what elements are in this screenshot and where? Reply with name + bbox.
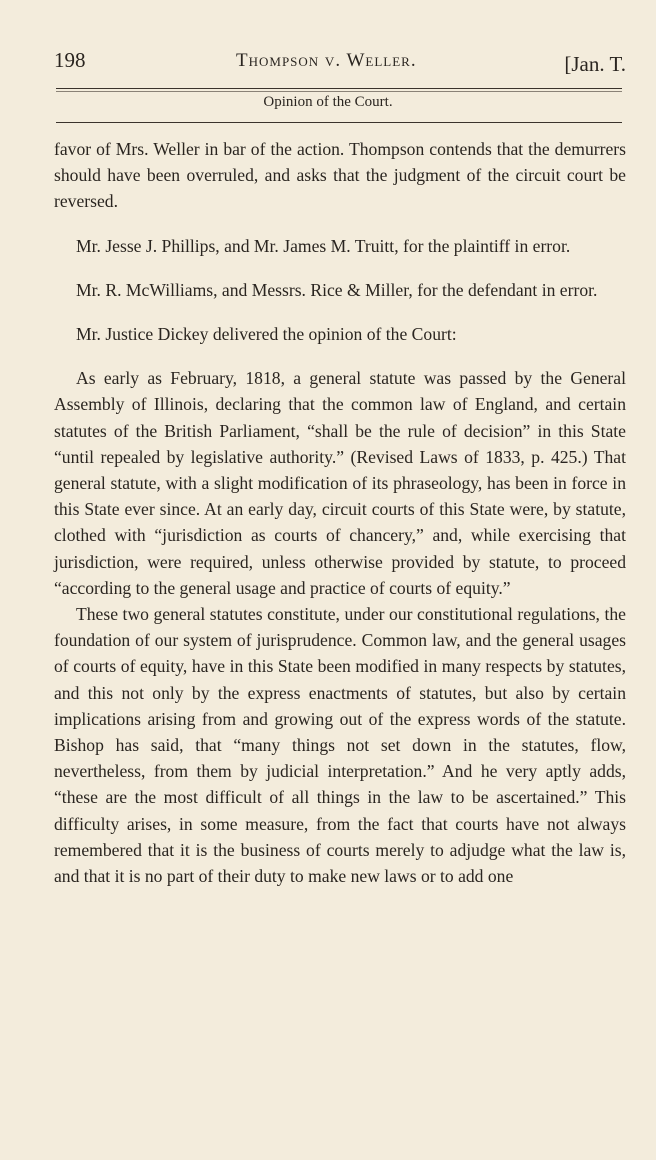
paragraph-plaintiff-counsel: Mr. Jesse J. Phillips, and Mr. James M. Truitt, for the plaintiff in error. (76, 235, 571, 256)
paragraph-opinion-1: As early as February, 1818, a general statute was passed by the General Assembly of Illinois, declaring that the common law of England, and certain statutes of the British Parliament, “shall be the rule of decision” in this State “until repealed by legislative authority.” (Revised Laws of 1833, p. 425.) That general statute, with a slight modification of its phraseology, has been in force in this State ever since. At an early day, circuit courts of this State were, by statute, clothed with “jurisdiction as courts of chancery,” and, while exercising that jurisdiction, were required, unless otherwise provided by statute, to proceed “according to the general usage and practice of courts of equity.” (54, 368, 626, 598)
section-rule (56, 122, 622, 123)
page-body (54, 136, 626, 889)
paragraph-defendant-counsel: Mr. R. McWilliams, and Messrs. Rice & Miller, for the defendant in error. (76, 279, 598, 300)
paragraph-opinion-2: These two general statutes constitute, under our constitutional regulations, the foundation of our system of jurisprudence. Common law, and the general usages of courts of equity, have in this State been modified in many respects by statutes, and this not only by the express enactments of statutes, but also by certain implications arising from and growing out of the express words of the statute. Bishop has said, that “many things not set down in the statutes, flow, nevertheless, from them by judicial interpretation.” And he very aptly adds, “these are the most difficult of all things in the law to be ascertained.” This difficulty arises, in some measure, from the fact that courts have not always remembered that it is the business of courts merely to adjudge what the law is, and that it is no part of their duty to make new laws or to add one (54, 604, 626, 887)
section-title: Opinion of the Court. (263, 94, 393, 110)
running-header (54, 48, 626, 82)
running-title: Thompson v. Weller. (236, 50, 417, 71)
paragraph-opinion-intro: Mr. Justice Dickey delivered the opinion of the Court: (76, 324, 457, 345)
page-number: 198 (54, 48, 86, 72)
header-rule-thin (56, 91, 622, 92)
paragraph-continuation: favor of Mrs. Weller in bar of the action. Thompson contends that the demurrers should have been overruled, and asks that the judgment of the circuit court be reversed. (54, 139, 626, 212)
running-date: [Jan. T. (564, 52, 626, 76)
header-rule (56, 88, 622, 89)
